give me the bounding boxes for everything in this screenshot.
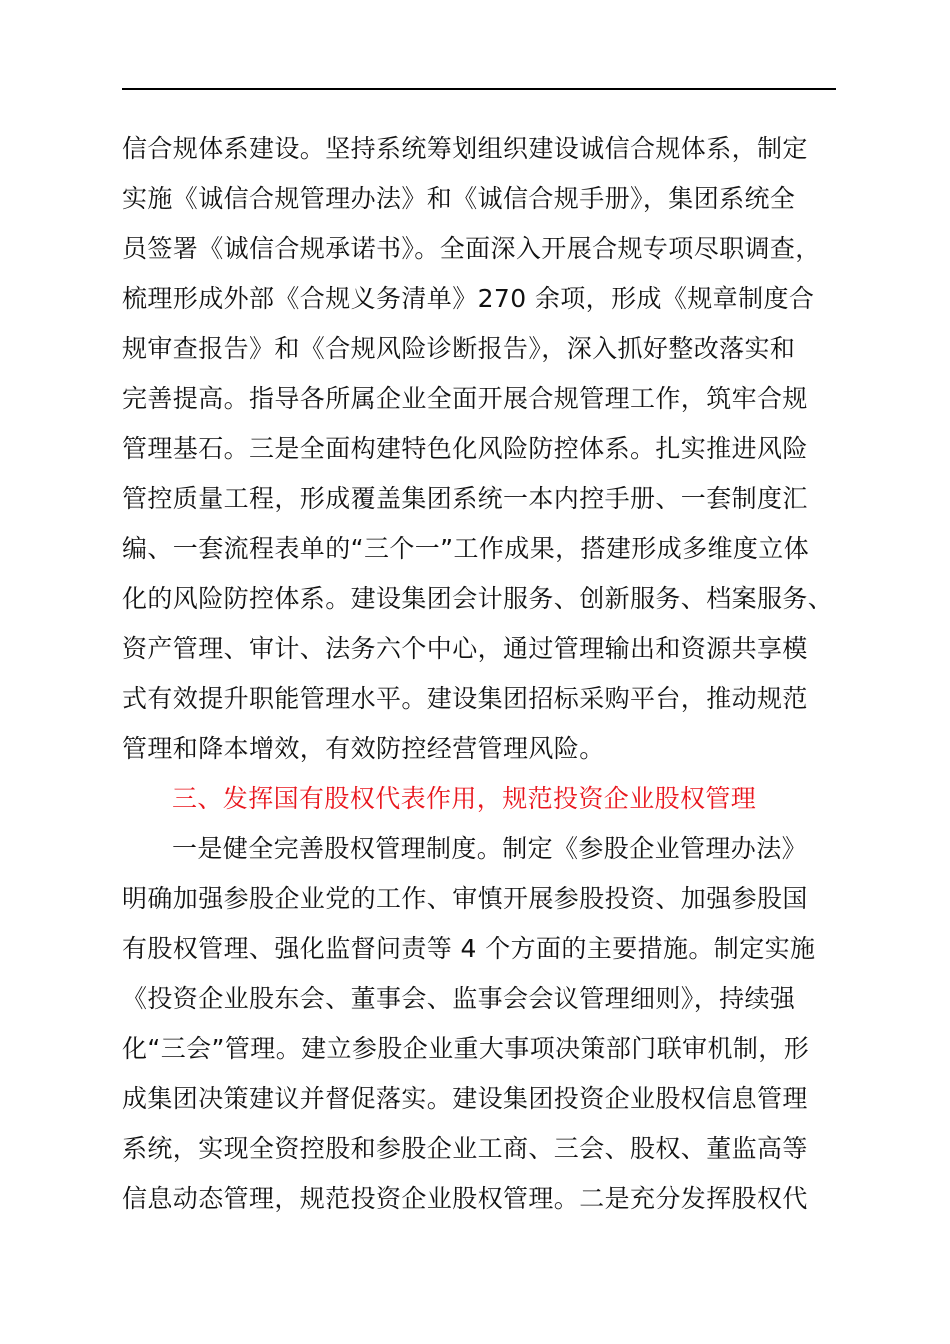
paragraph-first-line: 一是健全完善股权管理制度。制定《参股企业管理办法》 bbox=[172, 834, 808, 863]
text-line: 编、一套流程表单的“三个一”工作成果，搭建形成多维度立体 bbox=[122, 534, 810, 563]
text-line: 梳理形成外部《合规义务清单》270 余项，形成《规章制度合 bbox=[122, 284, 815, 313]
text-line: 资产管理、审计、法务六个中心，通过管理输出和资源共享模 bbox=[122, 634, 808, 663]
text-line: 系统，实现全资控股和参股企业工商、三会、股权、董监高等 bbox=[122, 1134, 808, 1163]
header-rule bbox=[122, 88, 836, 90]
text-line: 成集团决策建议并督促落实。建设集团投资企业股权信息管理 bbox=[122, 1084, 808, 1113]
text-line: 管理和降本增效，有效防控经营管理风险。 bbox=[122, 734, 605, 763]
section-heading: 三、发挥国有股权代表作用，规范投资企业股权管理 bbox=[172, 784, 757, 813]
text-line: 信合规体系建设。坚持系统筹划组织建设诚信合规体系，制定 bbox=[122, 134, 808, 163]
text-line: 式有效提升职能管理水平。建设集团招标采购平台，推动规范 bbox=[122, 684, 808, 713]
text-line: 员签署《诚信合规承诺书》。全面深入开展合规专项尽职调查， bbox=[122, 234, 821, 263]
text-line: 明确加强参股企业党的工作、审慎开展参股投资、加强参股国 bbox=[122, 884, 808, 913]
text-line: 《投资企业股东会、董事会、监事会会议管理细则》，持续强 bbox=[122, 984, 796, 1013]
text-line: 管控质量工程，形成覆盖集团系统一本内控手册、一套制度汇 bbox=[122, 484, 808, 513]
body-text bbox=[122, 124, 862, 1224]
text-line: 化的风险防控体系。建设集团会计服务、创新服务、档案服务、 bbox=[122, 584, 834, 613]
text-line: 有股权管理、强化监督问责等 4 个方面的主要措施。制定实施 bbox=[122, 934, 816, 963]
text-line: 管理基石。三是全面构建特色化风险防控体系。扎实推进风险 bbox=[122, 434, 808, 463]
text-line: 规审查报告》和《合规风险诊断报告》，深入抓好整改落实和 bbox=[122, 334, 796, 363]
text-line: 实施《诚信合规管理办法》和《诚信合规手册》，集团系统全 bbox=[122, 184, 796, 213]
text-line: 化“三会”管理。建立参股企业重大事项决策部门联审机制，形 bbox=[122, 1034, 810, 1063]
text-line: 信息动态管理，规范投资企业股权管理。二是充分发挥股权代 bbox=[122, 1184, 808, 1213]
text-line: 完善提高。指导各所属企业全面开展合规管理工作，筑牢合规 bbox=[122, 384, 808, 413]
